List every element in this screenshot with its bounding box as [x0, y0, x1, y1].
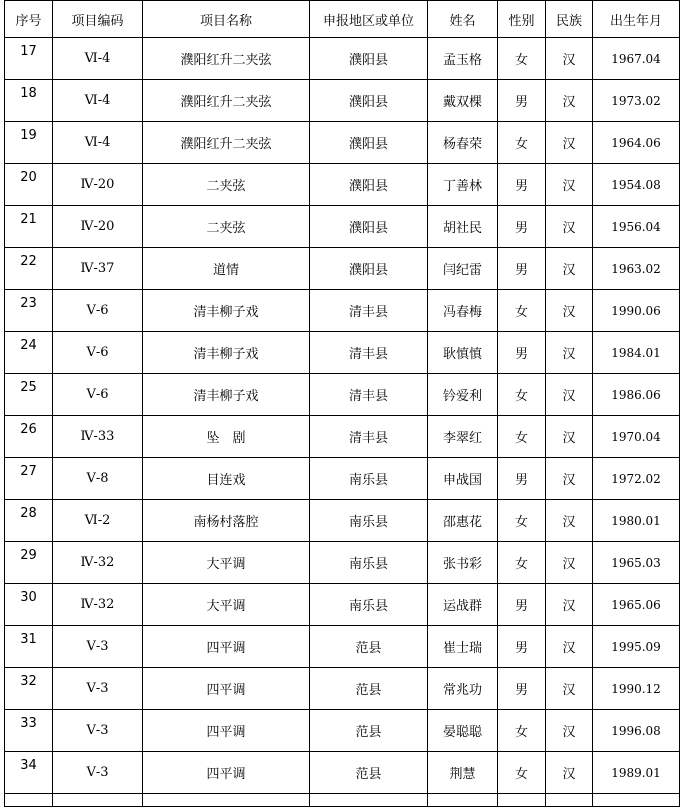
cell-project-code: Ⅳ-32	[53, 542, 143, 584]
cell-birth: 1964.06	[593, 122, 680, 164]
cell-project-code: Ⅳ-37	[53, 248, 143, 290]
cell-ethnicity: 汉	[546, 80, 593, 122]
cell-project-code: Ⅴ-6	[53, 290, 143, 332]
header-birth: 出生年月	[593, 1, 680, 38]
cell-birth: 1963.02	[593, 248, 680, 290]
cell-gender: 男	[498, 458, 546, 500]
cell-ethnicity: 汉	[546, 542, 593, 584]
cell-name: 孟玉格	[428, 38, 498, 80]
cell-project-name: 四平调	[143, 710, 310, 752]
cell-gender: 女	[498, 374, 546, 416]
cell-ethnicity: 汉	[546, 290, 593, 332]
cell-seq: 20	[5, 164, 53, 206]
cell-project-name: 大平调	[143, 542, 310, 584]
cell-project-name: 濮阳红升二夹弦	[143, 38, 310, 80]
cell-ethnicity: 汉	[546, 752, 593, 794]
cell-region: 濮阳县	[310, 206, 428, 248]
cell-project-code: Ⅴ-6	[53, 374, 143, 416]
cell-gender: 男	[498, 668, 546, 710]
cell-project-code: Ⅳ-33	[53, 416, 143, 458]
cell-ethnicity: 汉	[546, 710, 593, 752]
cell-ethnicity: 汉	[546, 332, 593, 374]
cell-name: 运战群	[428, 584, 498, 626]
cell-gender: 女	[498, 122, 546, 164]
cell-gender: 女	[498, 416, 546, 458]
cell-seq: 24	[5, 332, 53, 374]
cell-birth: 1989.01	[593, 752, 680, 794]
table-row	[5, 626, 680, 668]
cell-name: 张书彩	[428, 542, 498, 584]
cell-gender: 男	[498, 164, 546, 206]
cell-seq: 17	[5, 38, 53, 80]
table-header-row	[5, 1, 680, 38]
cell-seq: 18	[5, 80, 53, 122]
cell-project-name: 清丰柳子戏	[143, 332, 310, 374]
cell-seq: 34	[5, 752, 53, 794]
cell-birth: 1967.04	[593, 38, 680, 80]
cell-ethnicity: 汉	[546, 248, 593, 290]
cell-gender: 女	[498, 752, 546, 794]
cell-region: 清丰县	[310, 374, 428, 416]
cell-gender: 男	[498, 248, 546, 290]
cell-region: 范县	[310, 626, 428, 668]
cell-seq: 27	[5, 458, 53, 500]
cell-region: 濮阳县	[310, 248, 428, 290]
cell-ethnicity: 汉	[546, 584, 593, 626]
cell-birth: 1990.12	[593, 668, 680, 710]
header-project-code: 项目编码	[53, 1, 143, 38]
cell-gender: 男	[498, 80, 546, 122]
cell-birth: 1984.01	[593, 332, 680, 374]
cell-ethnicity: 汉	[546, 374, 593, 416]
header-name: 姓名	[428, 1, 498, 38]
cell-project-code: Ⅴ-3	[53, 668, 143, 710]
cell-ethnicity: 汉	[546, 500, 593, 542]
cell-project-name: 濮阳红升二夹弦	[143, 80, 310, 122]
table-row	[5, 332, 680, 374]
cell-name: 耿慎慎	[428, 332, 498, 374]
cell-project-code: Ⅴ-3	[53, 710, 143, 752]
table-row-partial	[5, 794, 680, 807]
table-row	[5, 164, 680, 206]
cell-seq: 26	[5, 416, 53, 458]
cell-seq: 31	[5, 626, 53, 668]
header-ethnicity: 民族	[546, 1, 593, 38]
cell-project-code: Ⅴ-3	[53, 626, 143, 668]
cell-project-name: 坠 剧	[143, 416, 310, 458]
cell-seq: 23	[5, 290, 53, 332]
cell-ethnicity: 汉	[546, 122, 593, 164]
cell-name: 常兆功	[428, 668, 498, 710]
cell-name: 闫纪雷	[428, 248, 498, 290]
cell-project-code: Ⅴ-8	[53, 458, 143, 500]
cell-birth: 1970.04	[593, 416, 680, 458]
cell-project-code: Ⅴ-3	[53, 752, 143, 794]
table-row	[5, 122, 680, 164]
cell-project-code: Ⅵ-2	[53, 500, 143, 542]
header-gender: 性别	[498, 1, 546, 38]
cell-birth: 1972.02	[593, 458, 680, 500]
cell-gender: 女	[498, 710, 546, 752]
cell-region: 南乐县	[310, 500, 428, 542]
header-region: 申报地区或单位	[310, 1, 428, 38]
table-row	[5, 752, 680, 794]
cell-gender: 女	[498, 542, 546, 584]
cell-project-code: Ⅴ-6	[53, 332, 143, 374]
cell-region: 范县	[310, 710, 428, 752]
cell-birth: 1986.06	[593, 374, 680, 416]
cell-seq: 33	[5, 710, 53, 752]
cell-gender: 女	[498, 500, 546, 542]
cell-seq: 25	[5, 374, 53, 416]
cell-birth: 1954.08	[593, 164, 680, 206]
cell-name: 冯春梅	[428, 290, 498, 332]
cell-seq: 22	[5, 248, 53, 290]
table-row	[5, 290, 680, 332]
cell-ethnicity: 汉	[546, 38, 593, 80]
cell-region: 濮阳县	[310, 80, 428, 122]
cell-birth: 1995.09	[593, 626, 680, 668]
cell-birth: 1956.04	[593, 206, 680, 248]
cell-name: 崔士瑞	[428, 626, 498, 668]
cell-project-name: 清丰柳子戏	[143, 374, 310, 416]
cell-name: 李翠红	[428, 416, 498, 458]
cell-region: 清丰县	[310, 416, 428, 458]
cell-project-code: Ⅳ-32	[53, 584, 143, 626]
cell-birth: 1965.06	[593, 584, 680, 626]
table-row	[5, 80, 680, 122]
cell-project-name: 清丰柳子戏	[143, 290, 310, 332]
cell-project-name: 二夹弦	[143, 164, 310, 206]
cell-project-code: Ⅵ-4	[53, 80, 143, 122]
cell-project-name: 南杨村落腔	[143, 500, 310, 542]
cell-project-name: 道情	[143, 248, 310, 290]
cell-region: 范县	[310, 668, 428, 710]
table-row	[5, 500, 680, 542]
cell-project-name: 四平调	[143, 752, 310, 794]
cell-name: 申战国	[428, 458, 498, 500]
cell-project-code: Ⅵ-4	[53, 38, 143, 80]
cell-name: 丁善林	[428, 164, 498, 206]
cell-gender: 男	[498, 626, 546, 668]
table-row	[5, 668, 680, 710]
cell-name: 荆慧	[428, 752, 498, 794]
cell-name: 胡社民	[428, 206, 498, 248]
table-row	[5, 416, 680, 458]
cell-gender: 男	[498, 332, 546, 374]
cell-seq: 29	[5, 542, 53, 584]
table-row	[5, 542, 680, 584]
cell-region: 范县	[310, 752, 428, 794]
cell-name: 钤爱利	[428, 374, 498, 416]
table-row	[5, 374, 680, 416]
cell-ethnicity: 汉	[546, 626, 593, 668]
cell-gender: 男	[498, 206, 546, 248]
cell-name: 晏聪聪	[428, 710, 498, 752]
cell-gender: 女	[498, 290, 546, 332]
cell-region: 南乐县	[310, 542, 428, 584]
table-row	[5, 458, 680, 500]
cell-birth: 1980.01	[593, 500, 680, 542]
inheritors-table	[4, 0, 680, 807]
cell-region: 濮阳县	[310, 38, 428, 80]
table-row	[5, 248, 680, 290]
cell-project-code: Ⅳ-20	[53, 164, 143, 206]
cell-seq: 28	[5, 500, 53, 542]
table-row	[5, 38, 680, 80]
cell-region: 濮阳县	[310, 164, 428, 206]
cell-project-name: 四平调	[143, 626, 310, 668]
cell-birth: 1973.02	[593, 80, 680, 122]
cell-project-name: 四平调	[143, 668, 310, 710]
cell-birth: 1996.08	[593, 710, 680, 752]
cell-project-code: Ⅳ-20	[53, 206, 143, 248]
cell-seq: 32	[5, 668, 53, 710]
cell-gender: 男	[498, 584, 546, 626]
cell-name: 邵惠花	[428, 500, 498, 542]
cell-project-code: Ⅵ-4	[53, 122, 143, 164]
cell-region: 南乐县	[310, 458, 428, 500]
cell-project-name: 二夹弦	[143, 206, 310, 248]
cell-project-name: 濮阳红升二夹弦	[143, 122, 310, 164]
cell-region: 濮阳县	[310, 122, 428, 164]
cell-project-name: 大平调	[143, 584, 310, 626]
cell-gender: 女	[498, 38, 546, 80]
cell-seq: 19	[5, 122, 53, 164]
cell-ethnicity: 汉	[546, 458, 593, 500]
header-seq: 序号	[5, 1, 53, 38]
cell-seq: 30	[5, 584, 53, 626]
cell-region: 清丰县	[310, 290, 428, 332]
cell-region: 清丰县	[310, 332, 428, 374]
cell-name: 杨春荣	[428, 122, 498, 164]
cell-project-name: 目连戏	[143, 458, 310, 500]
cell-birth: 1965.03	[593, 542, 680, 584]
table-row	[5, 206, 680, 248]
cell-birth: 1990.06	[593, 290, 680, 332]
cell-seq: 21	[5, 206, 53, 248]
table-row	[5, 710, 680, 752]
cell-ethnicity: 汉	[546, 206, 593, 248]
cell-ethnicity: 汉	[546, 668, 593, 710]
cell-name: 戴双棵	[428, 80, 498, 122]
cell-ethnicity: 汉	[546, 416, 593, 458]
cell-region: 南乐县	[310, 584, 428, 626]
table-row	[5, 584, 680, 626]
cell-ethnicity: 汉	[546, 164, 593, 206]
header-project-name: 项目名称	[143, 1, 310, 38]
